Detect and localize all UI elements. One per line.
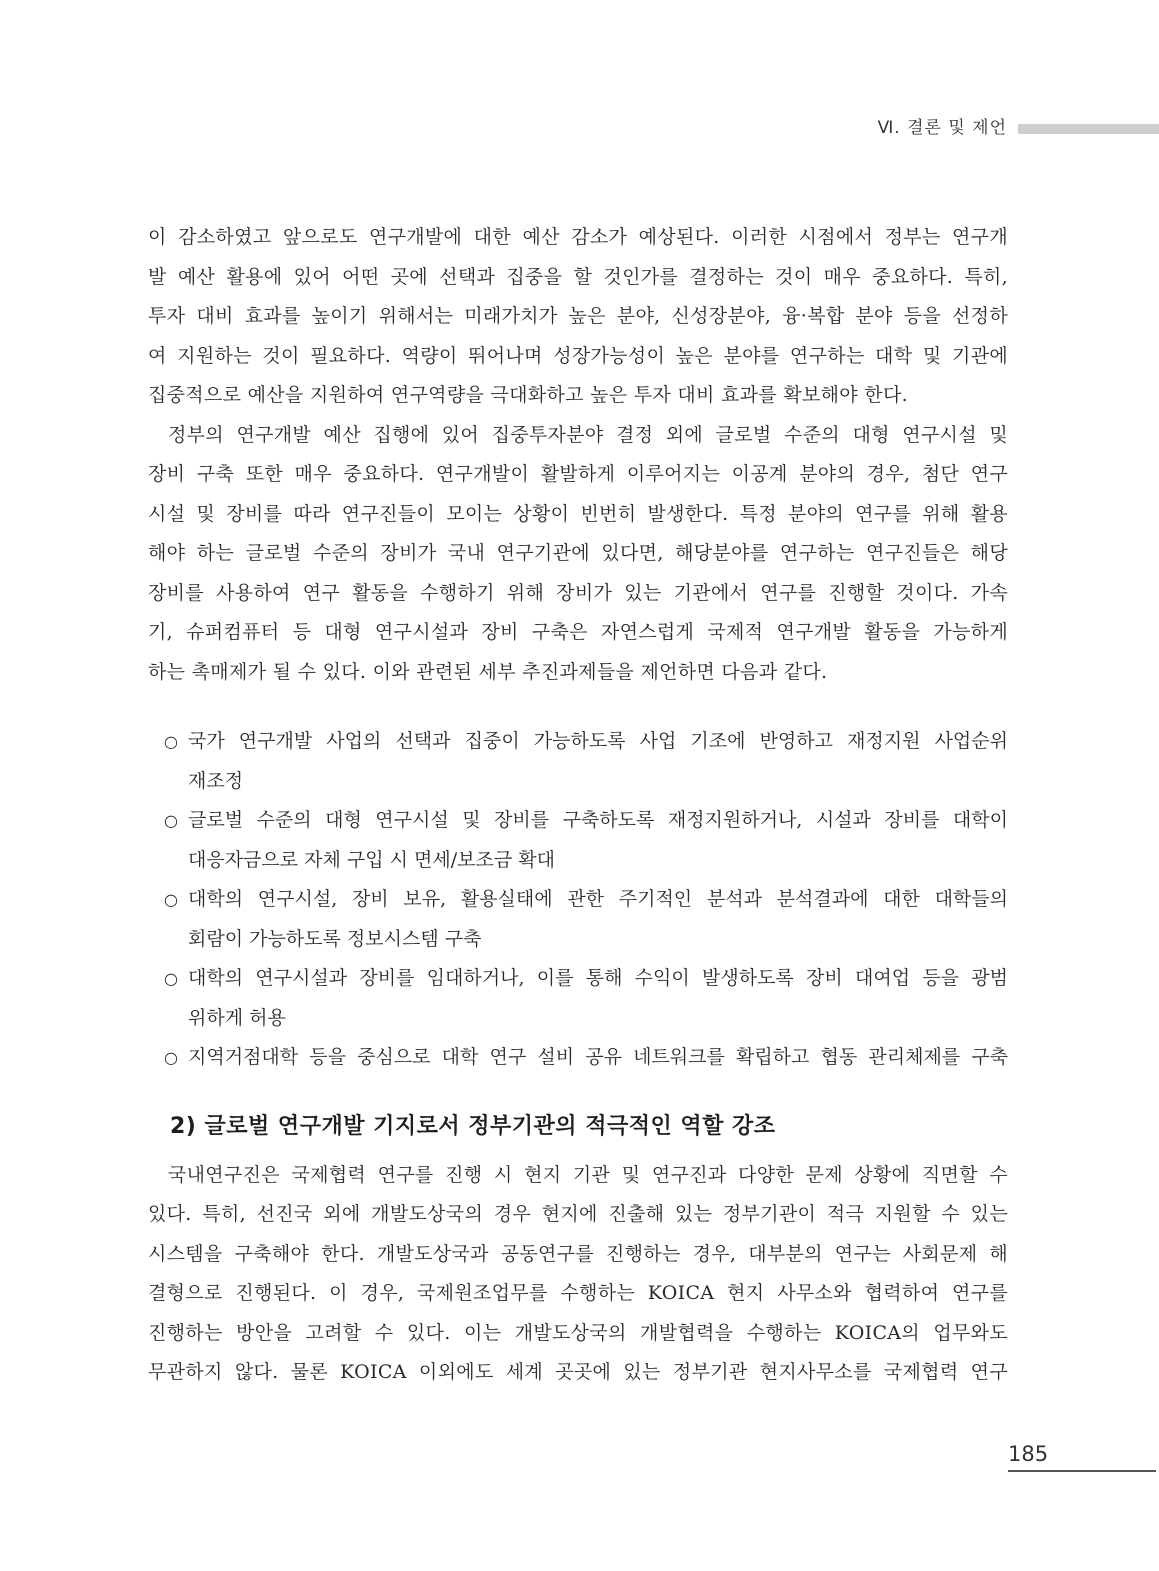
paragraph-line: 진행하는 방안을 고려할 수 있다. 이는 개발도상국의 개발협력을 수행하는 KOICA의 업무와도 [148,1321,1008,1344]
bullet-marker: ○ [164,969,178,988]
main-content [148,218,1008,1393]
list-item [148,880,1008,959]
second-paragraph [148,416,1008,693]
list-item-line: 대응자금으로 자체 구입 시 면세/보조금 확대 [188,848,555,871]
list-item-line: 위하게 허용 [188,1006,286,1029]
list-item [148,1038,1008,1078]
list-item-line: 대학의 연구시설, 장비 보유, 활용실태에 관한 주기적인 분석과 분석결과에 대한 대학들의 [188,888,1008,910]
list-item-line: 회람이 가능하도록 정보시스템 구축 [188,927,482,950]
page-number-rule [1008,1470,1156,1472]
list-item-line: 대학의 연구시설과 장비를 임대하거나, 이를 통해 수익이 발생하도록 장비 대여업 등을 광범 [188,967,1008,989]
paragraph-line: 무관하지 않다. 물론 KOICA 이외에도 세계 곳곳에 있는 정부기관 현지사무소를 국제협력 연구 [148,1361,1008,1383]
section-paragraph [148,1156,1008,1393]
paragraph-line: 장비 구축 또한 매우 중요하다. 연구개발이 활발하게 이루어지는 이공계 분야의 경우, 첨단 연구 [148,463,1008,485]
paragraph-line: 장비를 사용하여 연구 활동을 수행하기 위해 장비가 있는 기관에서 연구를 진행할 것이다. 가속 [148,581,1008,604]
bullet-marker: ○ [164,1048,178,1067]
list-item [148,722,1008,801]
running-header [0,117,1159,141]
list-item [148,801,1008,880]
paragraph-line: 결형으로 진행된다. 이 경우, 국제원조업무를 수행하는 KOICA 현지 사무소와 협력하여 연구를 [148,1282,1008,1304]
paragraph-line: 있다. 특히, 선진국 외에 개발도상국의 경우 현지에 진출해 있는 정부기관이 적극 지원할 수 있는 [148,1203,1008,1225]
paragraph-line: 국내연구진은 국제협력 연구를 진행 시 현지 기관 및 연구진과 다양한 문제 상황에 직면할 수 [168,1163,1008,1186]
paragraph-line: 집중적으로 예산을 지원하여 연구역량을 극대화하고 높은 투자 대비 효과를 확보해야 한다. [148,384,908,406]
paragraph-line: 하는 촉매제가 될 수 있다. 이와 관련된 세부 추진과제들을 제언하면 다음과 같다. [148,660,828,683]
list-item-line: 지역거점대학 등을 중심으로 대학 연구 설비 공유 네트워크를 확립하고 협동 관리체제를 구축 [188,1046,1008,1068]
paragraph-line: 정부의 연구개발 예산 집행에 있어 집중투자분야 결정 외에 글로벌 수준의 대형 연구시설 및 [168,423,1008,446]
bullet-marker: ○ [164,890,178,909]
intro-paragraph [148,218,1008,416]
paragraph-line: 투자 대비 효과를 높이기 위해서는 미래가치가 높은 분야, 신성장분야, 융·복합 분야 등을 선정하 [148,305,1008,327]
paragraph-line: 발 예산 활용에 있어 어떤 곳에 선택과 집중을 할 것인가를 결정하는 것이 매우 중요하다. 특히, [148,265,1008,288]
chapter-title: Ⅵ. 결론 및 제언 [877,118,1007,138]
paragraph-line: 해야 하는 글로벌 수준의 장비가 국내 연구기관에 있다면, 해당분야를 연구하는 연구진들은 해당 [148,542,1008,564]
list-item [148,959,1008,1038]
section-heading: 2) 글로벌 연구개발 기지로서 정부기관의 적극적인 역할 강조 [170,1113,776,1139]
page-number [1008,1440,1156,1468]
page-number-text: 185 [1008,1442,1049,1466]
bullet-marker: ○ [164,732,178,751]
list-item-line: 글로벌 수준의 대형 연구시설 및 장비를 구축하도록 재정지원하거나, 시설과 장비를 대학이 [188,809,1008,831]
paragraph-line: 시스템을 구축해야 한다. 개발도상국과 공동연구를 진행하는 경우, 대부분의 연구는 사회문제 해 [148,1242,1008,1265]
paragraph-line: 시설 및 장비를 따라 연구진들이 모이는 상황이 빈번히 발생한다. 특정 분야의 연구를 위해 활용 [148,502,1008,525]
list-item-line: 국가 연구개발 사업의 선택과 집중이 가능하도록 사업 기조에 반영하고 재정지원 사업순위 [188,730,1008,752]
recommendation-list [148,722,1008,1078]
paragraph-line: 여 지원하는 것이 필요하다. 역량이 뛰어나며 성장가능성이 높은 분야를 연구하는 대학 및 기관에 [148,344,1008,367]
paragraph-line: 이 감소하였고 앞으로도 연구개발에 대한 예산 감소가 예상된다. 이러한 시점에서 정부는 연구개 [148,226,1008,248]
header-bar-decoration [1018,124,1159,134]
paragraph-line: 기, 슈퍼컴퓨터 등 대형 연구시설과 장비 구축은 자연스럽게 국제적 연구개발 활동을 가능하게 [148,621,1008,643]
list-item-line: 재조정 [188,769,244,792]
bullet-marker: ○ [164,811,178,830]
